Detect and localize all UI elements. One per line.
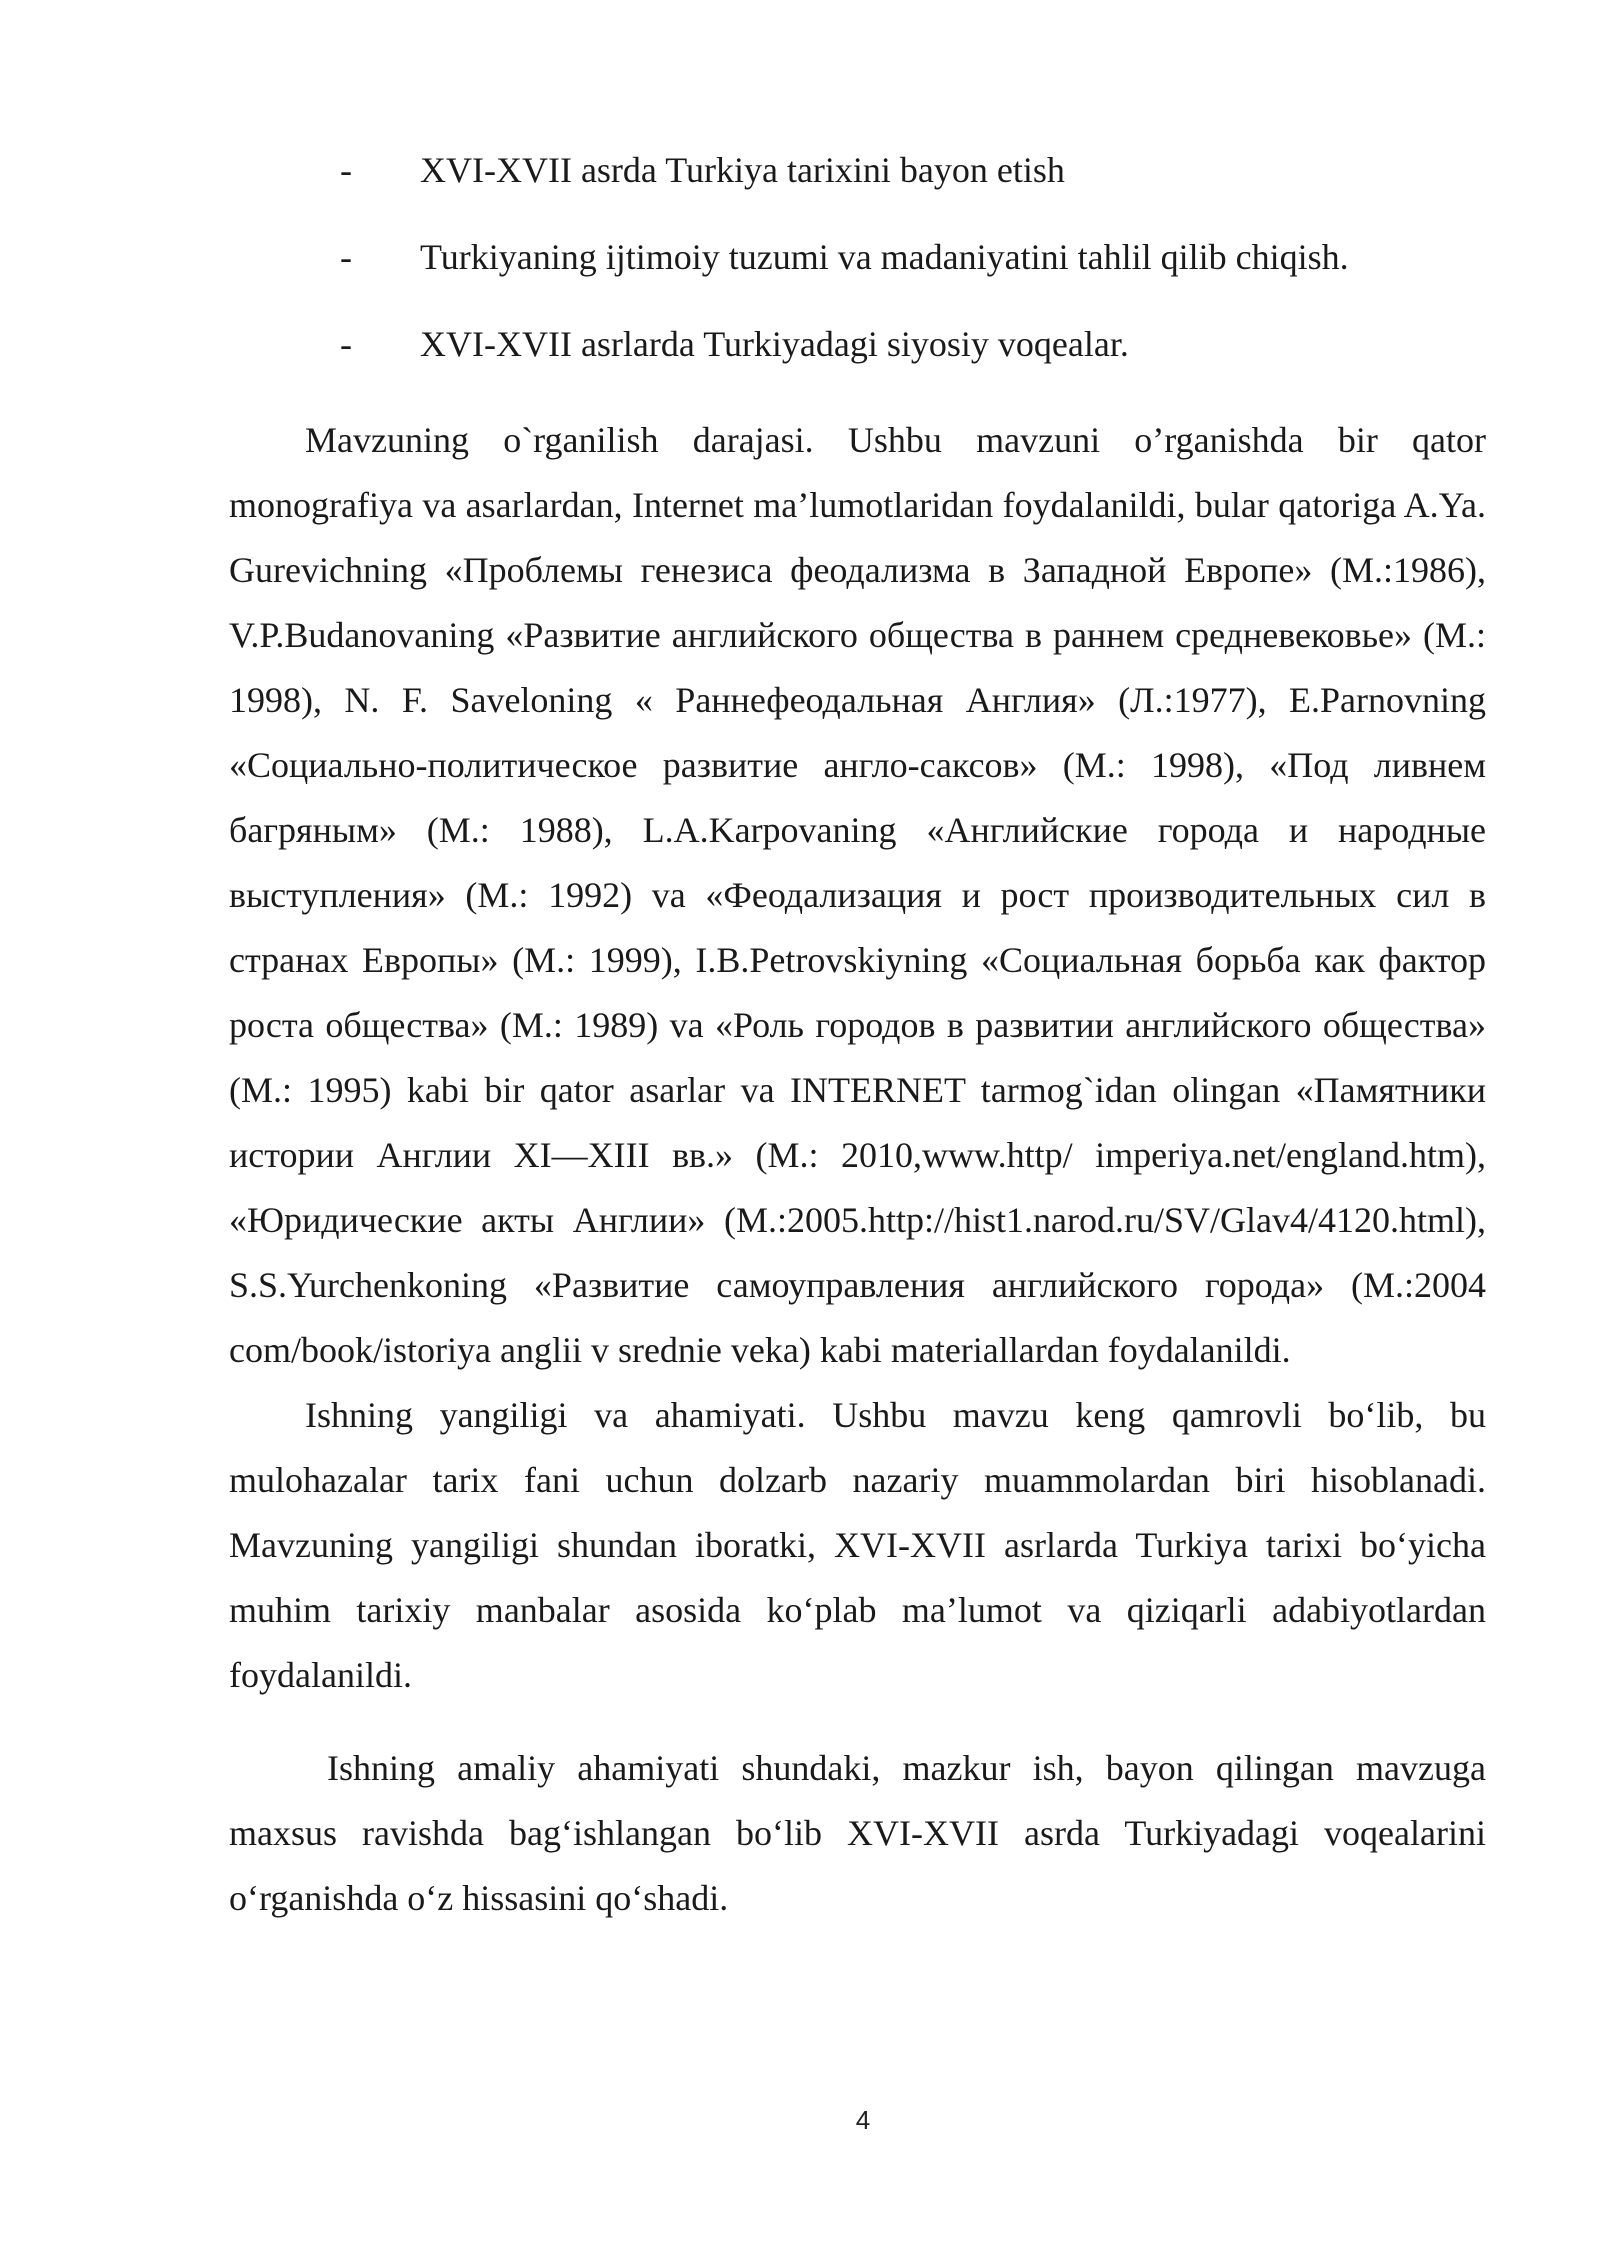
bullet-item bbox=[340, 322, 1500, 366]
bullet-dash: - bbox=[340, 237, 352, 277]
bullet-list bbox=[340, 148, 1500, 409]
paragraph-practical-significance: Ishning amaliy ahamiyati shundaki, mazkur ish, bayon qilingan mavzuga maxsus ravishda bag‘ishlangan bo‘lib XVI-XVII asrda Turkiyadagi voqealarini o‘rganishda o‘z hissasini qo‘shadi. bbox=[229, 1748, 1486, 1918]
bullet-text: Turkiyaning ijtimoiy tuzumi va madaniyatini tahlil qilib chiqish. bbox=[420, 237, 1349, 277]
page-number: 4 bbox=[855, 2105, 871, 2135]
bullet-dash: - bbox=[340, 324, 352, 364]
bullet-text: XVI-XVII asrlarda Turkiyadagi siyosiy voqealar. bbox=[420, 324, 1129, 364]
body-text bbox=[229, 408, 1486, 1931]
paragraph-novelty: Ishning yangiligi va ahamiyati. Ushbu mavzu keng qamrovli bo‘lib, bu mulohazalar tarix fani uchun dolzarb nazariy muammolardan biri hisoblanadi. Mavzuning yangiligi shundan iboratki, XVI-XVII asrlarda Turkiya tarixi bo‘yicha muhim tarixiy manbalar asosida ko‘plab ma’lumot va qiziqarli adabiyotlardan foydalanildi. bbox=[229, 1395, 1486, 1695]
bullet-text: XVI-XVII asrda Turkiya tarixini bayon etish bbox=[420, 150, 1065, 190]
bullet-item bbox=[340, 235, 1500, 279]
paragraph-study-degree: Mavzuning o`rganilish darajasi. Ushbu mavzuni o’rganishda bir qator monografiya va asarlardan, Internet ma’lumotlaridan foydalanildi, bular qatoriga A.Ya. Gurevichning «Проблемы генезиса феодализма в Западной Европе» (М.:1986), V.P.Budanovaning «Развитие английского общества в раннем средневековье» (М.: 1998), N. F. Saveloning « Раннефеодальная Англия» (Л.:1977), E.Parnovning «Социально-политическое развитие англо-саксов» (М.: 1998), «Под ливнем багряным» (М.: 1988), L.A.Karpovaning «Английские города и народные выступления» (М.: 1992) va «Феодализация и рост производительных сил в странах Европы» (М.: 1999), I.B.Petrovskiyning «Социальная борьба как фактор роста общества» (М.: 1989) va «Роль городов в развитии английского общества» (М.: 1995) kabi bir qator asarlar va INTERNET tarmog`idan olingan «Памятники истории Англии XI—XIII вв.» (М.: 2010,www.http/ imperiya.net/england.htm), «Юридические акты Англии» (М.:2005.http://hist1.narod.ru/SV/Glav4/4120.html), S.S.Yurchenkoning «Развитие самоуправления английского города» (М.:2004 com/book/istoriya anglii v srednie veka) kabi materiallardan foydalanildi. bbox=[229, 420, 1486, 1370]
bullet-item bbox=[340, 148, 1500, 192]
bullet-dash: - bbox=[340, 150, 352, 190]
